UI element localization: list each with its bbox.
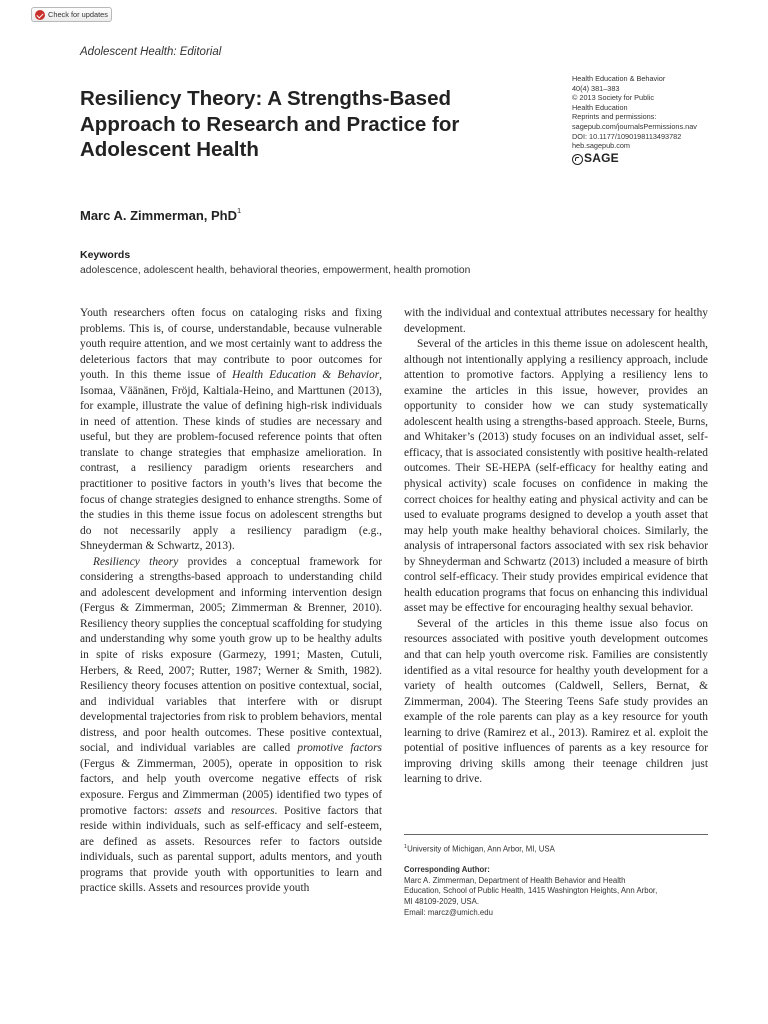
affiliation-footnote: $^1$University of Michigan, Ann Arbor, MI, USA: [404, 844, 555, 854]
article-title: [80, 86, 540, 163]
section-label: Adolescent Health: Editorial: [80, 46, 222, 58]
publisher-name: SAGE: [584, 151, 619, 166]
body-paragraph: Several of the articles in this theme issue also focus on resources associated with positive youth development outcomes and that can help youth overcome risk. Families are consistently identified as a vital resource for healthy youth development for a variety of health outcomes (Caldwell, Sellers, Bernat, & Zimmerman, 2004). The Steering Teens Safe study provides an example of the role parents can play as a key resource for youth learning to drive (Ramirez et al., 2013). Ramirez et al. exploit the potential of positive influences of parents as a key resource for improving driving skills among their teenage children just learning to drive.: [404, 617, 708, 786]
doi[interactable]: DOI: 10.1177/1090198113493782: [572, 131, 682, 141]
journal-site-link[interactable]: heb.sagepub.com: [572, 141, 631, 151]
corresponding-author-line: Education, School of Public Health, 1415 Washington Heights, Ann Arbor,: [404, 886, 658, 896]
journal-info: [572, 74, 752, 165]
footnote-divider: [404, 834, 708, 835]
footnotes: [404, 842, 708, 918]
sage-logo-icon: [572, 154, 583, 165]
author-affiliation-mark: 1: [237, 206, 242, 215]
corresponding-author-heading: Corresponding Author:: [404, 865, 490, 875]
author-name: Marc A. Zimmerman, PhD: [80, 208, 238, 223]
sage-logo: [572, 151, 752, 166]
title-line: Resiliency Theory: A Strengths-Based: [80, 87, 451, 110]
copyright-line: © 2013 Society for Public: [572, 93, 655, 103]
author-byline: [80, 208, 241, 223]
title-line: Approach to Research and Practice for: [80, 112, 460, 136]
body-paragraph: with the individual and contextual attributes necessary for healthy development.: [404, 307, 708, 335]
body-paragraph: Youth researchers often focus on cataloging risks and fixing problems. This is, of course, understandable, because vulnerable youth require attention, and we most certainly want to address the deleterious factors that may contribute to poor outcomes for youth. In this theme issue of Health Education & Behavior, Isomaa, Väänänen, Fröjd, Kaltiala-Heino, and Marttunen (2013), for example, illustrate the value of defining high-risk individuals in need of attention. These kinds of studies are necessary and useful, but they are problem-focused reference points that often translate to change strategies that emphasize amelioration. In contrast, a resiliency paradigm orients researchers and practitioner to positive factors in youth’s lives that become the focus of change strategies designed to enhance strengths. Some of the studies in this theme issue focus on adolescent strengths but do not necessarily apply a resiliency paradigm (e.g., Shneyderman & Schwartz, 2013).: [80, 307, 382, 553]
reprints-label: Reprints and permissions:: [572, 112, 657, 122]
corresponding-author-email[interactable]: Email: marcz@umich.edu: [404, 907, 493, 917]
checkmark-icon: [35, 10, 45, 20]
title-line: Adolescent Health: [80, 138, 259, 161]
copyright-line: Health Education: [572, 102, 628, 112]
journal-volume: 40(4) 381–383: [572, 83, 620, 93]
check-for-updates-button[interactable]: [31, 7, 112, 22]
permissions-link[interactable]: sagepub.com/journalsPermissions.nav: [572, 121, 697, 131]
journal-name: Health Education & Behavior: [572, 74, 666, 83]
corresponding-author-line: MI 48109-2029, USA.: [404, 896, 479, 906]
body-paragraph: Resiliency theory provides a conceptual framework for considering a strengths-based approach to understanding child and adolescent development and informing intervention design (Fergus & Zimmerman, 2005; Zimmerman & Brenner, 2010). Resiliency theory supplies the conceptual scaffolding for studying and understanding why some youth grow up to be healthy adults in spite of risks exposure (Garmezy, 1991; Masten, Cutuli, Herbers, & Reed, 2007; Rutter, 1987; Werner & Smith, 1982). Resiliency theory focuses attention on positive contextual, social, and individual variables that interfere with or disrupt developmental trajectories from risk to problem behaviors, mental distress, and poor health outcomes. These positive contextual, social, and individual variables are called promotive factors (Fergus & Zimmerman, 2005), operate in opposition to risk factors, and help youth overcome negative effects of risk exposure. Fergus and Zimmerman (2005) identified two types of promotive factors: assets and resources. Positive factors that reside within individuals, such as self-efficacy and self-esteem, are defined as assets. Resources refer to factors outside individuals, such as parental support, adults mentors, and youth programs that provide youth with opportunities to learn and practice skills. Assets and resources provide youth: [80, 555, 383, 895]
keywords-list: adolescence, adolescent health, behavioral theories, empowerment, health promotion: [80, 265, 471, 276]
body-paragraph: Several of the articles in this theme issue on adolescent health, although not intentionally applying a resiliency approach, include attention to promotive factors. Applying a resiliency lens to examine the articles in this issue, however, provides an opportunity to consider how we can study systematically adolescent health using a strengths-based approach. Steele, Burns, and Whitaker’s (2013) study focuses on an individual asset, self-efficacy, that is associated consistently with positive health-related outcomes. Their SE-HEPA (self-efficacy for healthy eating and physical activity) scale focuses on confidence in making the correct choices for healthy eating and physical activity and can be used to evaluate programs designed to develop a youth asset that may help youth make healthy behavioral choices. Similarly, the analysis of intrapersonal factors associated with sex risk behavior by Shneyderman and Schwartz (2013) included a measure of birth control self-efficacy. Their study provides empirical evidence that health education programs that focus on enhancing this individual asset may be effective for encouraging healthy sexual behavior.: [404, 338, 708, 615]
corresponding-author-line: Marc A. Zimmerman, Department of Health Behavior and Health: [404, 875, 626, 885]
body-column-left: [80, 306, 382, 897]
body-column-right: [404, 306, 708, 788]
keywords-heading: Keywords: [80, 249, 131, 261]
check-for-updates-label: Check for updates: [48, 10, 108, 19]
